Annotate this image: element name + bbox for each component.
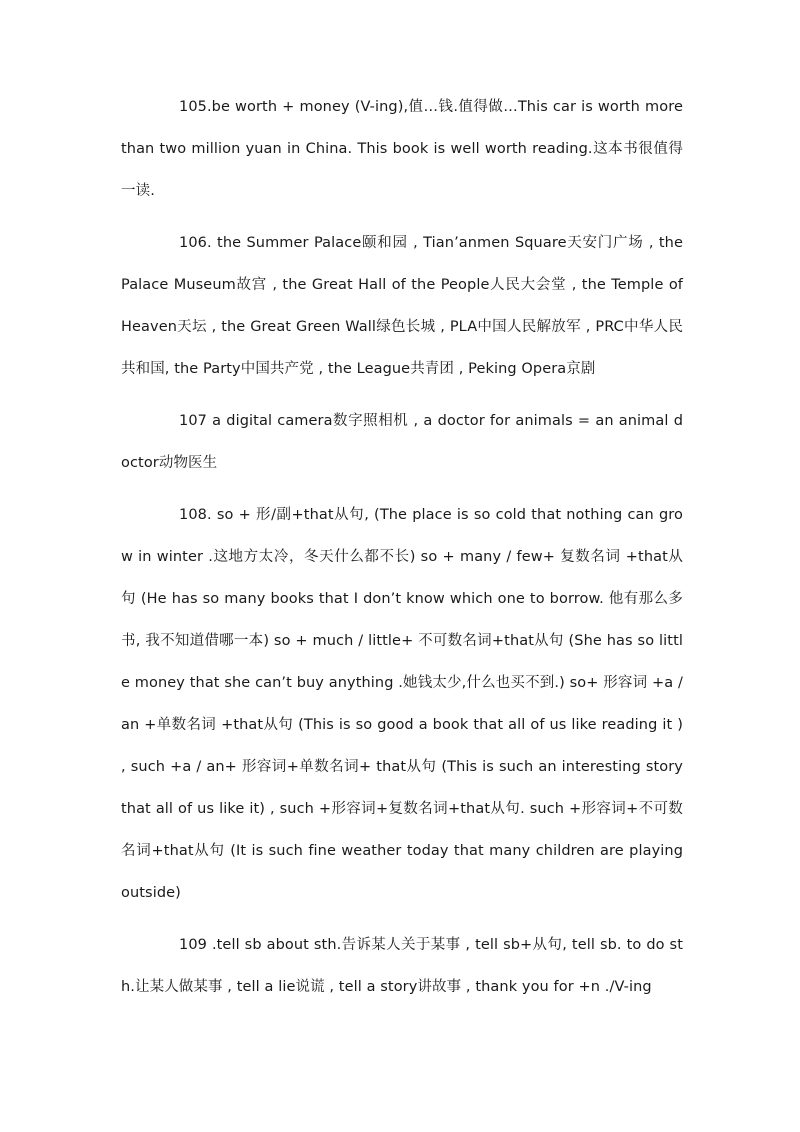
paragraph-107: 107 a digital camera数字照相机 , a doctor for animals = an animal doctor动物医生 — [121, 413, 683, 471]
paragraph-105: 105.be worth + money (V-ing),值…钱.值得做…This car is worth more than two million yuan in China. This book is well worth reading.这本书很值得一读. — [121, 99, 683, 199]
paragraph-109: 109 .tell sb about sth.告诉某人关于某事 , tell sb+从句, tell sb. to do sth.让某人做某事 , tell a lie说谎 , tell a story讲故事 , thank you for +n ./V-ing — [121, 937, 683, 995]
document-body — [121, 86, 683, 1018]
paragraph-108: 108. so + 形/副+that从句, (The place is so cold that nothing can grow in winter .这地方太冷，冬天什么都不长) so + many / few+ 复数名词 +that从句 (He has so many books that I don’t know which one to borrow. 他有那么多书, 我不知道借哪一本) so + much / little+ 不可数名词+that从句 (She has so little money that she can’t buy anything .她钱太少,什么也买不到.) so+ 形容词 +a / an +单数名词 +that从句 (This is so good a book that all of us like reading it ) , such +a / an+ 形容词+单数名词+ that从句 (This is such an interesting story that all of us like it) , such +形容词+复数名词+that从句. such +形容词+不可数名词+that从句 (It is such fine weather today that many children are playing outside) — [121, 507, 683, 901]
paragraph-106: 106. the Summer Palace颐和园 , Tian’anmen Square天安门广场 , the Palace Museum故宫 , the Great Hall of the People人民大会堂 , the Temple of Heaven天坛 , the Great Green Wall绿色长城 , PLA中国人民解放军 , PRC中华人民共和国, the Party中国共产党 , the League共青团 , Peking Opera京剧 — [121, 235, 683, 377]
